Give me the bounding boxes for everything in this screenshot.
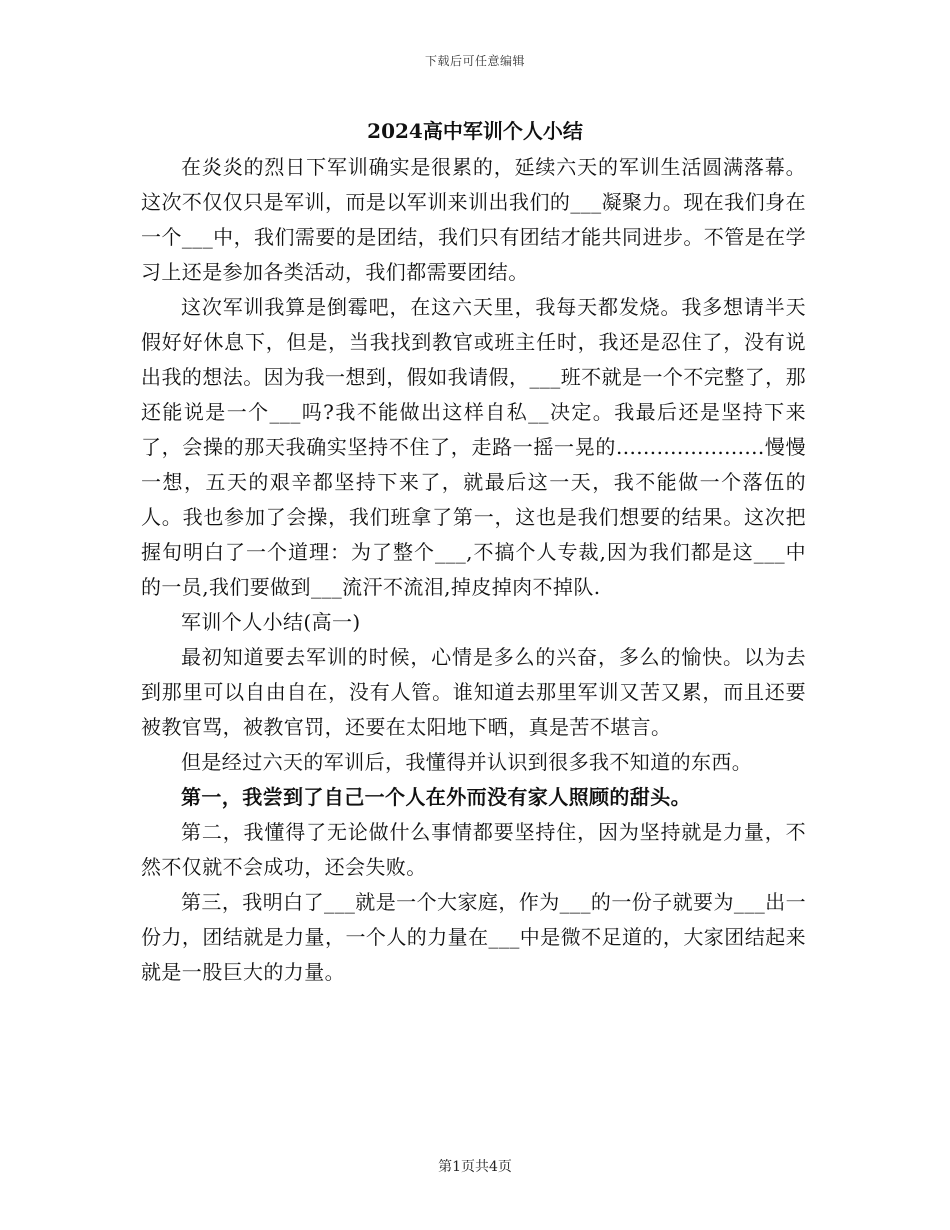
paragraph-bold: 第一，我尝到了自己一个人在外而没有家人照顾的甜头。 bbox=[181, 785, 691, 809]
paragraph: 第二，我懂得了无论做什么事情都要坚持住，因为坚持就是力量，不然不仅就不会成功，还会失败。 bbox=[141, 820, 806, 879]
paragraph: 但是经过六天的军训后，我懂得并认识到很多我不知道的东西。 bbox=[181, 750, 753, 774]
page-header-note: 下载后可任意编辑 bbox=[424, 54, 525, 68]
page-number: 第1页共4页 bbox=[438, 1159, 512, 1175]
paragraph: 在炎炎的烈日下军训确实是很累的，延续六天的军训生活圆满落幕。这次不仅仅只是军训，而是以军训来训出我们的___凝聚力。现在我们身在一个___中，我们需要的是团结，我们只有团结才能共同进步。不管是在学习上还是参加各类活动，我们都需要团结。 bbox=[141, 155, 806, 284]
document-title: 2024高中军训个人小结 bbox=[367, 119, 583, 143]
paragraph: 这次军训我算是倒霉吧，在这六天里，我每天都发烧。我多想请半天假好好休息下，但是，当我找到教官或班主任时，我还是忍住了，没有说出我的想法。因为我一想到，假如我请假，___班不就是一个不完整了，那还能说是一个___吗?我不能做出这样自私__决定。我最后还是坚持下来了，会操的那天我确实坚持不住了，走路一摇一晃的......................慢慢一想，五天的艰辛都坚持下来了，就最后这一天，我不能做一个落伍的人。我也参加了会操，我们班拿了第一，这也是我们想要的结果。这次把握旬明白了一个道理：为了整个___,不搞个人专裁,因为我们都是这___中的一员,我们要做到___流汗不流泪,掉皮掉肉不掉队. bbox=[141, 295, 806, 599]
document-body bbox=[141, 150, 806, 990]
paragraph: 最初知道要去军训的时候，心情是多么的兴奋，多么的愉快。以为去到那里可以自由自在，没有人管。谁知道去那里军训又苦又累，而且还要被教官骂，被教官罚，还要在太阳地下晒，真是苦不堪言。 bbox=[141, 645, 806, 739]
paragraph: 第三，我明白了___就是一个大家庭，作为___的一份子就要为___出一份力，团结就是力量，一个人的力量在___中是微不足道的，大家团结起来就是一股巨大的力量。 bbox=[141, 890, 806, 984]
section-heading: 军训个人小结(高一) bbox=[181, 610, 361, 634]
